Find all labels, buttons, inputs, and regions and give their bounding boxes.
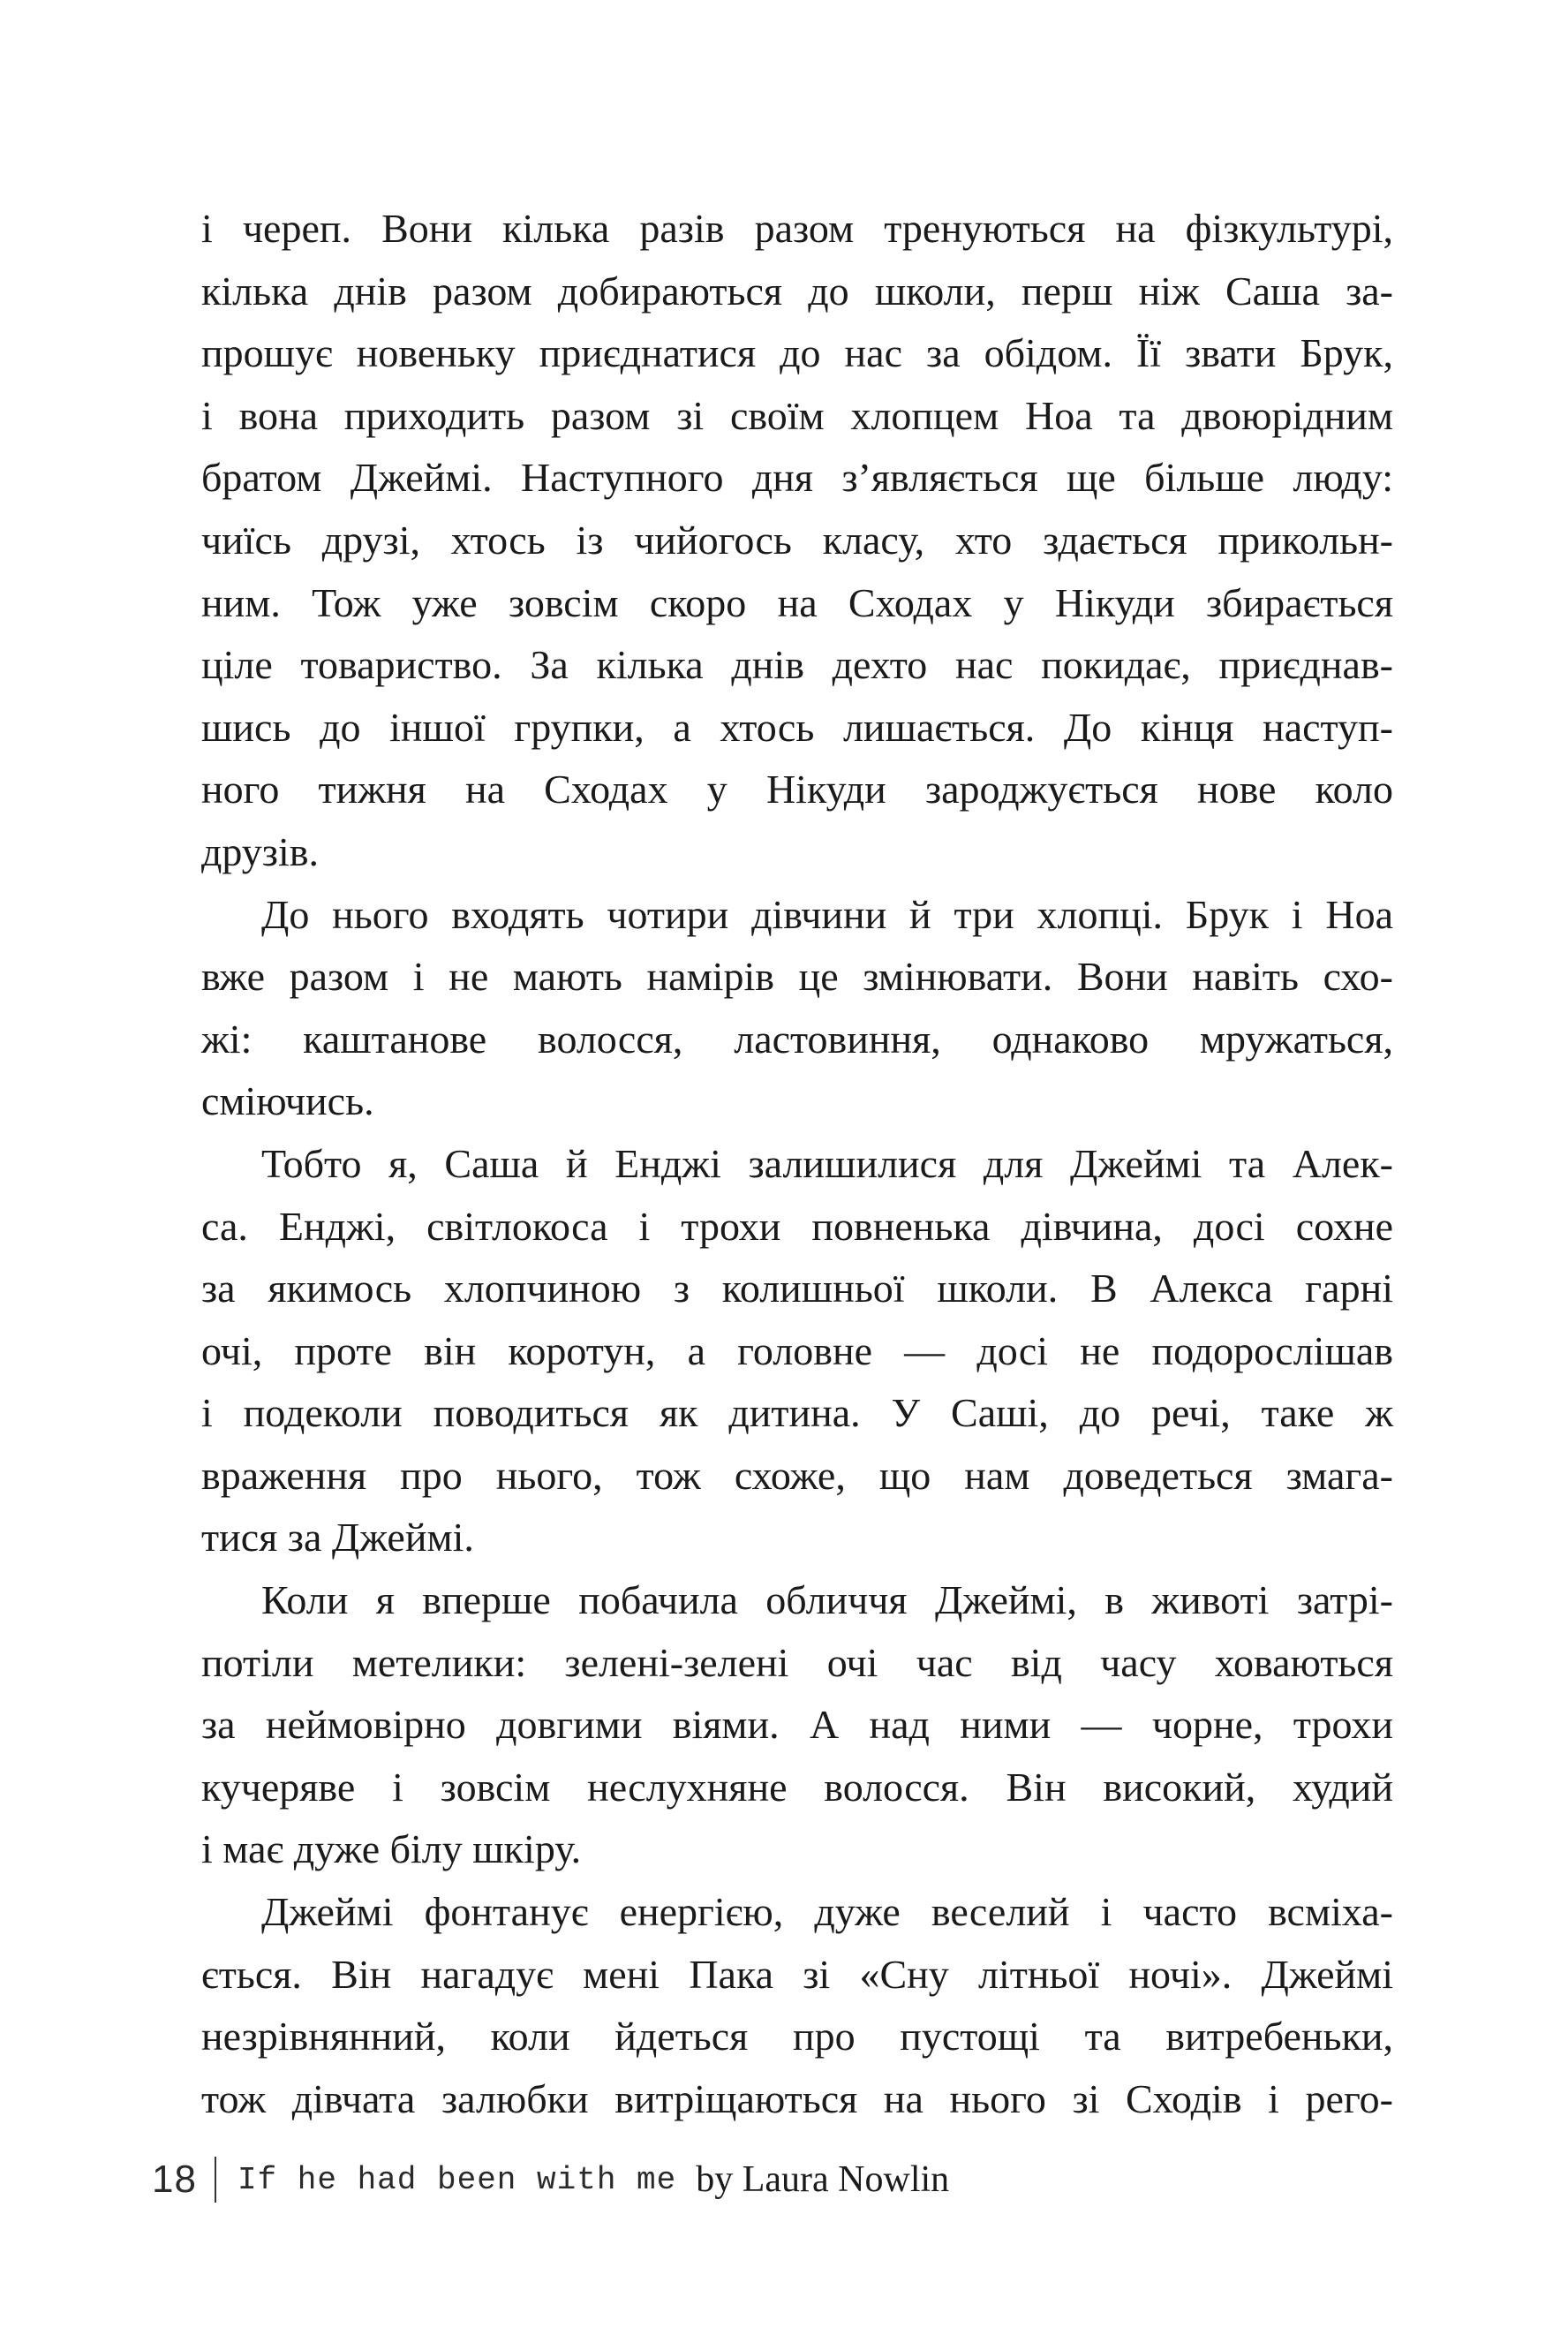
body-text (201, 198, 1393, 2130)
text-line: ціле товариство. За кілька днів дехто нас покидає, приєднав- (201, 642, 1393, 688)
text-line: за неймовірно довгими віями. А над ними — чорне, трохи (201, 1702, 1393, 1748)
text-line: са. Енджі, світлокоса і трохи повненька дівчина, досі сохне (201, 1203, 1393, 1249)
text-line: і має дуже білу шкіру. (201, 1826, 582, 1872)
page-footer (152, 2151, 949, 2208)
text-line: шись до іншої групки, а хтось лишається. До кінця наступ- (201, 704, 1393, 750)
text-line: і череп. Вони кілька разів разом тренуються на фізкультурі, (201, 206, 1393, 251)
text-line: тож дівчата залюбки витріщаються на нього зі Сходів і рего- (201, 2075, 1393, 2121)
text-line: жі: каштанове волосся, ластовиння, однаково мружаться, (201, 1016, 1393, 1062)
paragraph (201, 1569, 1393, 1881)
text-line: і подеколи поводиться як дитина. У Саші, до речі, таке ж (201, 1390, 1393, 1436)
text-line: Коли я вперше побачила обличчя Джеймі, в животі затрі- (261, 1577, 1393, 1623)
text-line: братом Джеймі. Наступного дня з’являється ще більше люду: (201, 455, 1393, 501)
running-author: by Laura Nowlin (696, 2159, 950, 2200)
text-line: очі, проте він коротун, а головне — досі не подорослішав (201, 1327, 1393, 1373)
text-line: вже разом і не мають намірів це змінювати. Вони навіть схо- (201, 954, 1393, 1000)
text-line: ним. Тож уже зовсім скоро на Сходах у Нікуди збирається (201, 579, 1393, 625)
text-line: чиїсь друзі, хтось із чийогось класу, хто здається прикольн- (201, 517, 1393, 563)
text-line: До нього входять чотири дівчини й три хлопці. Брук і Ноа (261, 891, 1393, 937)
text-line: потіли метелики: зелені-зелені очі час від часу ховаються (201, 1639, 1393, 1685)
text-line: тися за Джеймі. (201, 1515, 474, 1561)
text-line: ного тижня на Сходах у Нікуди зароджується нове коло (201, 767, 1393, 812)
text-line: враження про нього, тож схоже, що нам доведеться змага- (201, 1452, 1393, 1498)
paragraph (201, 198, 1393, 884)
text-line: Тобто я, Саша й Енджі залишилися для Джеймі та Алек- (261, 1140, 1393, 1186)
running-title: If he had been with me (237, 2161, 677, 2198)
text-line: прошує новеньку приєднатися до нас за обідом. Її звати Брук, (201, 330, 1393, 376)
text-line: сміючись. (201, 1078, 374, 1124)
text-line: Джеймі фонтанує енергією, дуже веселий і часто всміха- (261, 1889, 1393, 1935)
text-line: і вона приходить разом зі своїм хлопцем Ноа та двоюрідним (201, 392, 1393, 438)
paragraph (201, 1881, 1393, 2130)
text-line: друзів. (201, 828, 319, 874)
paragraph (201, 884, 1393, 1133)
text-line: кучеряве і зовсім неслухняне волосся. Він високий, худий (201, 1764, 1393, 1810)
paragraph (201, 1133, 1393, 1569)
text-line: незрівнянний, коли йдеться про пустощі та витребеньки, (201, 2014, 1393, 2060)
text-line: ється. Він нагадує мені Пака зі «Сну літньої ночі». Джеймі (201, 1951, 1393, 1997)
page-number: 18 (152, 2158, 197, 2201)
footer-divider (215, 2157, 216, 2203)
text-line: кілька днів разом добираються до школи, перш ніж Саша за- (201, 268, 1393, 314)
text-line: за якимось хлопчиною з колишньої школи. В Алекса гарні (201, 1266, 1393, 1311)
